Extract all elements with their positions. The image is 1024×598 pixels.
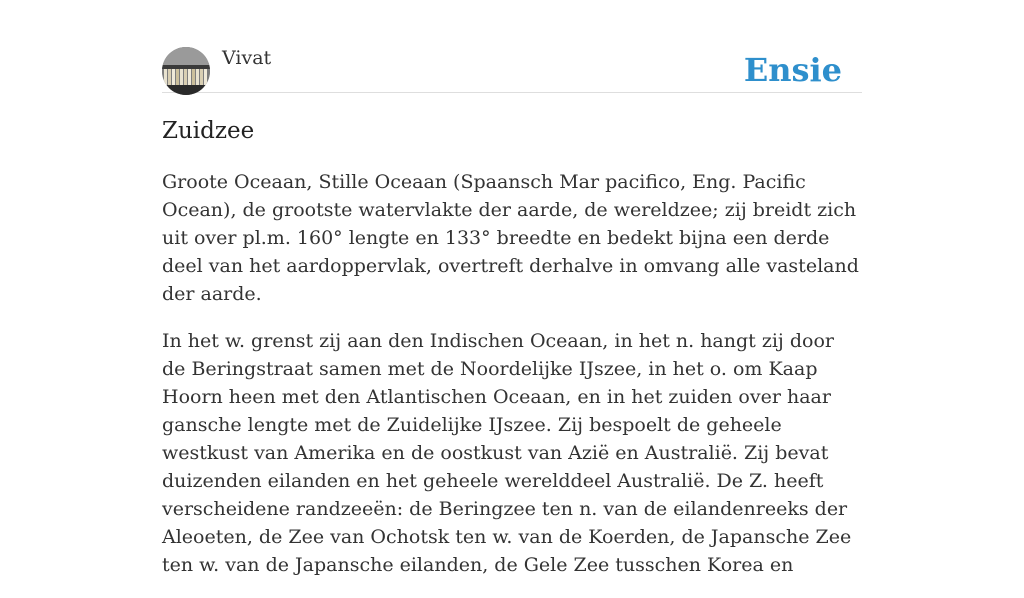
brand-logo[interactable]: Ensie: [743, 51, 842, 89]
avatar-image: [162, 47, 210, 95]
page: [162, 0, 862, 576]
header: [162, 0, 862, 93]
paragraph-2: In het w. grenst zij aan den Indischen Oceaan, in het n. hangt zij door de Beringstraat samen met de Noordelijke IJszee, in het o. om Kaap Hoorn heen met den Atlantischen Oceaan, en in het zuiden over haar gansche lengte met de Zuidelijke IJszee. Zij bespoelt de geheele westkust van Amerika en de oostkust van Azië en Australië. Zij bevat duizenden eilanden en het geheele werelddeel Australië. De Z. heeft verscheidene randzeeën: de Beringzee ten n. van de eilandenreeks der Aleoeten, de Zee van Ochotsk ten w. van de Koerden, de Japansche Zee ten w. van de Japansche eilanden, de Gele Zee tusschen Korea en: [162, 330, 852, 576]
page-title: Zuidzee: [162, 118, 255, 144]
author-name[interactable]: Vivat: [222, 47, 272, 69]
avatar[interactable]: [162, 47, 210, 95]
paragraph-1: Groote Oceaan, Stille Oceaan (Spaansch Mar pacifico, Eng. Pacific Ocean), de grootste watervlakte der aarde, de wereldzee; zij breidt zich uit over pl.m. 160° lengte en 133° breedte en bedekt bijna een derde deel van het aardoppervlak, overtreft derhalve in omvang alle vasteland der aarde.: [162, 171, 859, 305]
article-body: [162, 168, 862, 598]
